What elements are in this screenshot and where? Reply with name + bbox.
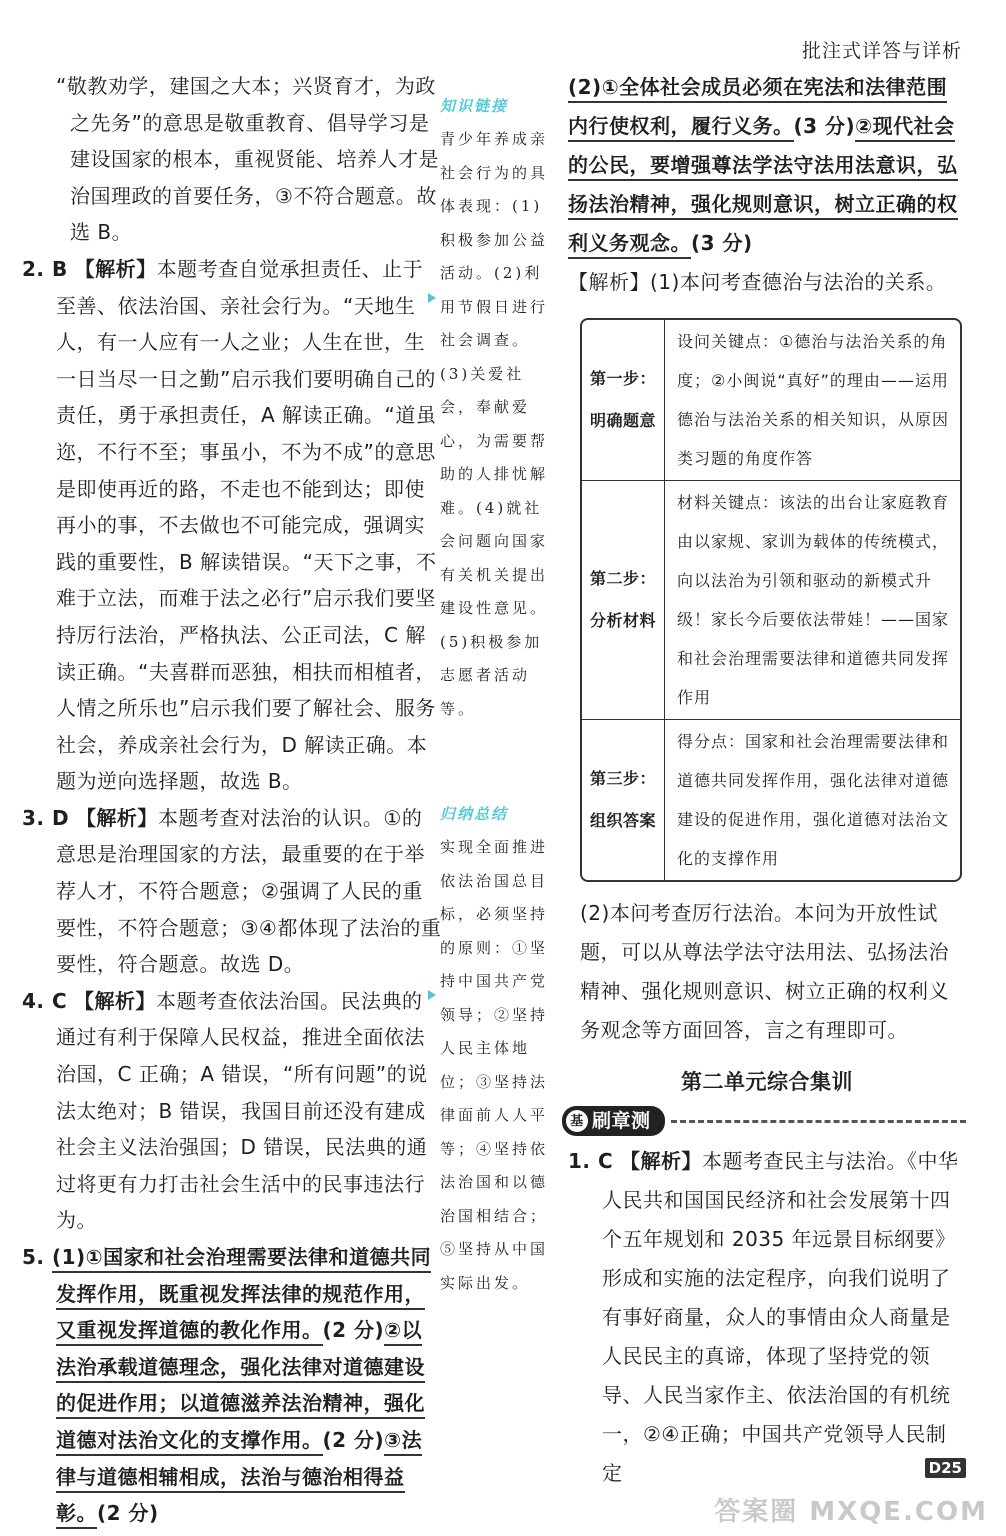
watermark-logo: 答案圈 MXQE.COM	[714, 1497, 988, 1527]
dashed-divider	[671, 1120, 966, 1123]
question-5-answer-1: (1)①国家和社会治理需要法律和道德共同发挥作用，既重视发挥法律的规范作用，又重视发挥道德的教化作用。	[52, 1245, 431, 1346]
knowledge-link-title: 知识链接	[440, 97, 509, 115]
question-5-number: 5.	[22, 1245, 45, 1269]
step-label-line2: 组织答案	[589, 811, 656, 830]
question-5-answer-2: ②以法治承载道德理念，强化法律对道德建设的促进作用；以道德滋养法治精神，强化道德对法治文化的支撑作用。	[56, 1318, 425, 1456]
badge-icon: 基	[566, 1110, 588, 1132]
step-content: 得分点：国家和社会治理需要法律和道德共同发挥作用，强化法律对道德建设的促进作用，强化道德对法治文化的支撑作用	[677, 732, 950, 868]
question-2-number: 2. B	[22, 256, 68, 281]
margin-notes	[440, 90, 555, 1300]
question-5	[22, 1239, 442, 1532]
question-5-part-2	[568, 68, 966, 263]
question-2-text: 本题考查自觉承担责任、止于至善、依法治国、亲社会行为。“天地生人，有一人应有一人之业；人生在世，生一日当尽一日之勤”启示我们要明确自己的责任，勇于承担责任，A 解读正确。“道虽迩，不行不至；事虽小，不为不成”的意思是即使再近的路，不走也不能到达；即使再小的事，不去做也不可能完成，强调实践的重要性，B 解读错误。“天下之事，不难于立法，而难于法之必行”启示我们要坚持厉行法治，严格执法、公正司法，C 解读正确。“夫喜群而恶独，相扶而相植者，人情之所乐也”启示我们要了解社会、服务社会，养成亲社会行为，D 解读正确。本题为逆向选择题，故选 B。	[56, 256, 437, 794]
right-column	[568, 68, 966, 1493]
section-badge	[562, 1106, 665, 1136]
step-label-line2: 分析材料	[589, 611, 656, 630]
question-2-tag: 【解析】	[74, 256, 157, 281]
question-2	[22, 251, 442, 800]
question-3-number: 3. D	[22, 805, 70, 830]
step-label-line2: 明确题意	[589, 411, 656, 430]
unit-question-1-text: 本题考查民主与法治。《中华人民共和国国民经济和社会发展第十四个五年规划和 2035 年远景目标纲要》形成和实施的法定程序，向我们说明了有事好商量，众人的事情由众人商量是人民民主的真谛，体现了坚持党的领导、人民当家作主、依法治国的有机统一，②④正确；中国共产党领导人民制定	[602, 1149, 959, 1485]
question-4	[22, 983, 442, 1239]
question-5-2-answer-1: (2)①全体社会成员必须在宪法和法律范围内行使权利，履行义务。	[568, 75, 947, 142]
step-label-line1: 第三步：	[589, 769, 656, 788]
step-row	[582, 480, 960, 719]
analysis-part-2: (2)本问考查厉行法治。本问为开放性试题，可以从尊法学法守法用法、弘扬法治精神、强化规则意识、树立正确的权利义务观念等方面回答，言之有理即可。	[580, 901, 949, 1042]
question-3-text: 本题考查对法治的认识。①的意思是治理国家的方法，最重要的在于举荐人才，不符合题意；②强调了人民的重要性，不符合题意；③④都体现了法治的重要性，符合题意。故选 D。	[56, 805, 442, 977]
question-4-tag: 【解析】	[74, 988, 157, 1013]
unit-question-1-tag: 【解析】	[620, 1149, 703, 1173]
question-5-score-1: (2 分)	[322, 1318, 385, 1343]
step-row	[582, 719, 960, 880]
question-4-text: 本题考查依法治国。民法典的通过有利于保障人民权益，推进全面依法治国，C 正确；A 错误，“所有问题”的说法太绝对；B 错误，我国目前还没有建成社会主义法治强国；D 错误，民法典的通过将更有力打击社会生活中的民事违法行为。	[56, 988, 428, 1233]
unit-question-1	[568, 1142, 966, 1493]
step-content: 设问关键点：①德治与法治关系的角度；②小闽说“真好”的理由——运用德治与法治关系的相关知识，从原因类习题的角度作答	[677, 332, 950, 468]
question-3	[22, 800, 442, 983]
step-content: 材料关键点：该法的出台让家庭教育由以家规、家训为载体的传统模式，向以法治为引领和驱动的新模式升级！家长今后要依法带娃！——国家和社会治理需要法律和道德共同发挥作用	[677, 493, 950, 707]
knowledge-link-text: 青少年养成亲社会行为的具体表现：(1)积极参加公益活动。(2)利用节假日进行社会调查。(3)关爱社会，奉献爱心，为需要帮助的人排忧解难。(4)就社会问题向国家有关机关提出建设性意见。(5)积极参加志愿者活动等。	[440, 130, 549, 718]
question-5-2-answer-2: ②现代社会的公民，要增强尊法学法守法用法意识，弘扬法治精神，强化规则意识，树立正确的权利义务观念。	[568, 114, 958, 259]
analysis-intro: 【解析】(1)本问考查德治与法治的关系。	[568, 270, 947, 294]
question-5-answer-3: ③法律与道德相辅相成，法治与德治相得益彰。	[56, 1428, 422, 1529]
step-table	[580, 318, 962, 882]
summary-text: 实现全面推进依法治国总目标，必须坚持的原则：①坚持中国共产党领导；②坚持人民主体地位；③坚持法律面前人人平等；④坚持依法治国和以德治国相结合；⑤坚持从中国实际出发。	[440, 838, 549, 1292]
unit-question-1-number: 1. C	[568, 1149, 614, 1173]
section-badge-label: 刷章测	[592, 1109, 651, 1132]
step-label	[582, 320, 665, 480]
unit-title: 第二单元综合集训	[681, 1070, 853, 1094]
section-banner	[562, 1106, 966, 1136]
step-label	[582, 481, 665, 719]
question-5-2-score-1: (3 分)	[793, 114, 856, 138]
question-5-score-3: (2 分)	[97, 1501, 159, 1526]
question-4-number: 4. C	[22, 988, 68, 1013]
arrow-marker-icon	[428, 293, 436, 303]
summary-title: 归纳总结	[440, 805, 509, 823]
question-5-score-2: (2 分)	[322, 1427, 385, 1452]
step-row	[582, 320, 960, 480]
page-number: D25	[925, 1458, 966, 1478]
left-column	[22, 68, 442, 1532]
step-label-line1: 第二步：	[589, 569, 656, 588]
page-header: 批注式详答与详析	[801, 40, 962, 62]
step-label-line1: 第一步：	[589, 369, 656, 388]
question-3-tag: 【解析】	[75, 805, 158, 830]
question-5-2-score-2: (3 分)	[691, 231, 753, 255]
intro-paragraph: “敬教劝学，建国之大本；兴贤育才，为政之先务”的意思是敬重教育、倡导学习是建设国家的根本，重视贤能、培养人才是治国理政的首要任务，③不符合题意。故选 B。	[56, 74, 439, 245]
arrow-marker-icon	[428, 990, 436, 1000]
step-label	[582, 720, 665, 880]
